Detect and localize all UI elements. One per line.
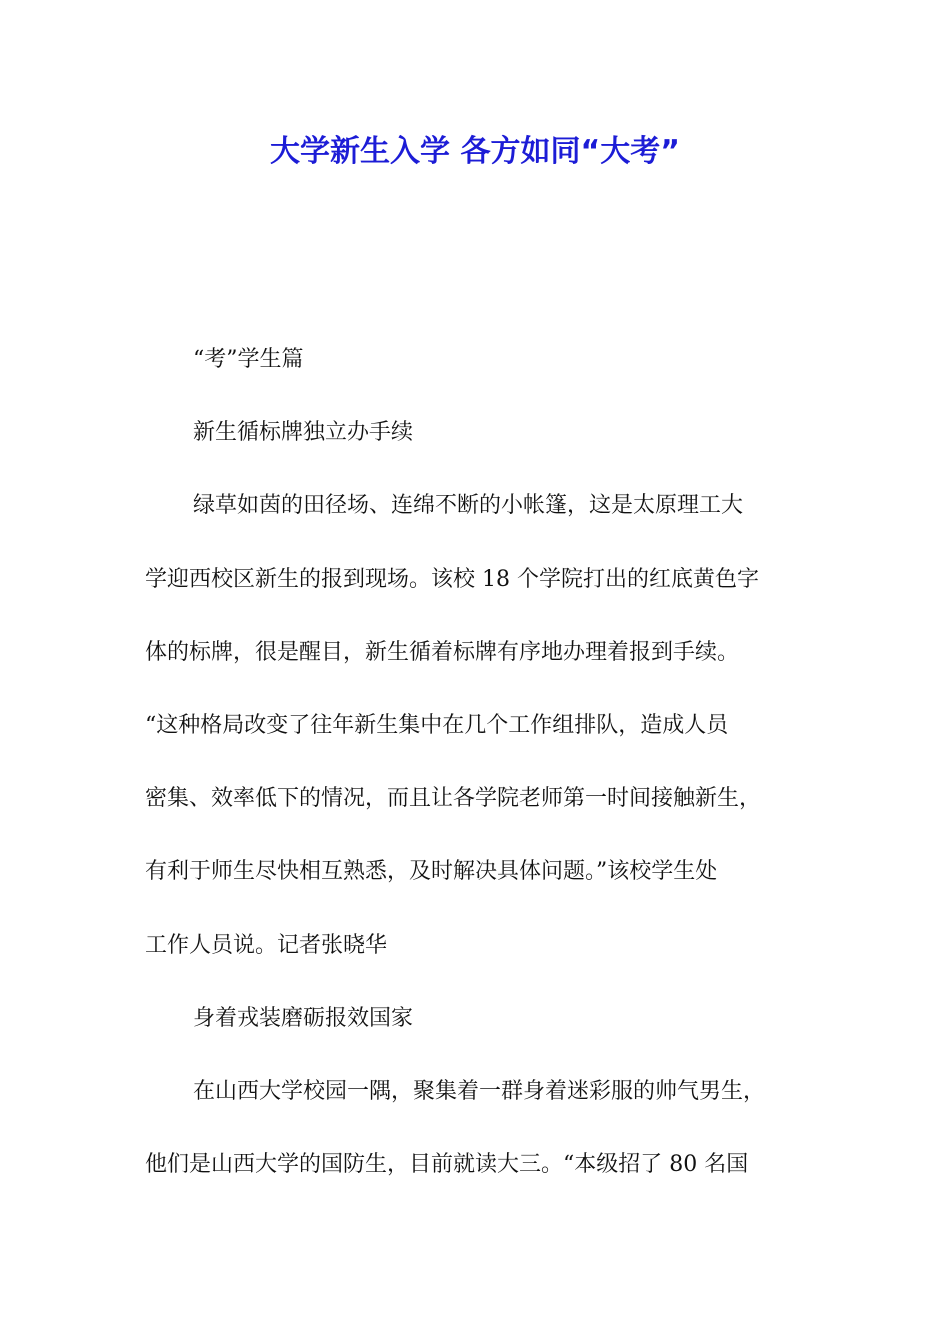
document-title: 大学新生入学 各方如同“大考” xyxy=(270,134,680,169)
subsection-heading: 新生循标牌独立办手续 xyxy=(193,420,414,446)
paragraph-line: 有利于师生尽快相互熟悉，及时解决具体问题。”该校学生处 xyxy=(145,859,718,885)
paragraph-line: 在山西大学校园一隅，聚集着一群身着迷彩服的帅气男生， xyxy=(193,1078,766,1104)
paragraph-line: “这种格局改变了往年新生集中在几个工作组排队，造成人员 xyxy=(145,712,729,738)
section-heading: “考”学生篇 xyxy=(193,347,304,372)
document-body xyxy=(145,338,825,1216)
paragraph-line: 他们是山西大学的国防生，目前就读大三。“本级招了 80 名国 xyxy=(145,1152,749,1178)
subsection-heading: 身着戎装磨砺报效国家 xyxy=(193,1005,414,1031)
paragraph-line: 体的标牌，很是醒目，新生循着标牌有序地办理着报到手续。 xyxy=(145,639,740,665)
paragraph-line: 密集、效率低下的情况，而且让各学院老师第一时间接触新生， xyxy=(145,786,762,812)
paragraph-line: 学迎西校区新生的报到现场。该校 18 个学院打出的红底黄色字 xyxy=(145,566,759,592)
paragraph-line: 工作人员说。记者张晓华 xyxy=(145,932,388,958)
paragraph-line: 绿草如茵的田径场、连绵不断的小帐篷，这是太原理工大 xyxy=(193,493,744,519)
